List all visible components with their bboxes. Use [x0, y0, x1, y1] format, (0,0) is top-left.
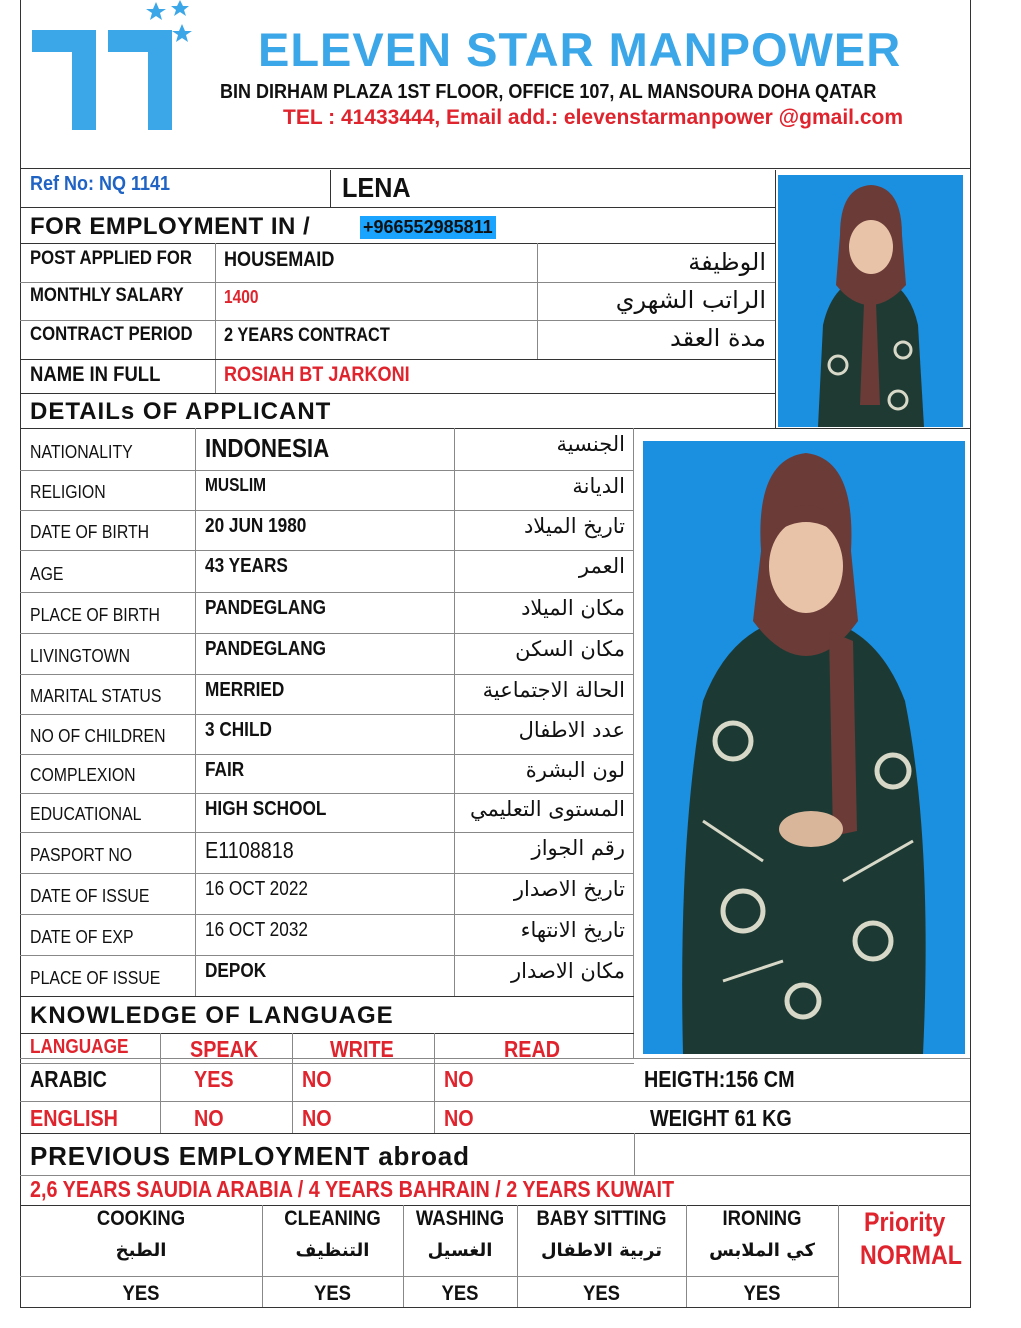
language-header: WRITE	[330, 1036, 394, 1062]
detail-arabic: مكان الاصدار	[511, 959, 625, 983]
company-name: ELEVEN STAR MANPOWER	[258, 23, 902, 76]
detail-arabic: الحالة الاجتماعية	[482, 678, 625, 702]
detail-label: NATIONALITY	[30, 442, 133, 462]
language-write: NO	[302, 1105, 332, 1131]
language-name: ARABIC	[30, 1066, 107, 1092]
employment-phone: +966552985811	[360, 216, 496, 239]
detail-arabic: مكان الميلاد	[521, 596, 625, 620]
full-name-label: NAME IN FULL	[30, 363, 161, 386]
detail-arabic: تاريخ الانتهاء	[520, 918, 625, 942]
job-value: 2 YEARS CONTRACT	[224, 325, 390, 346]
priority-value: NORMAL	[860, 1240, 962, 1270]
detail-value: HIGH SCHOOL	[205, 798, 327, 820]
language-name: ENGLISH	[30, 1105, 118, 1131]
job-value: HOUSEMAID	[224, 248, 335, 271]
detail-label: LIVINGTOWN	[30, 646, 131, 666]
priority-label: Priority	[864, 1207, 946, 1237]
detail-value: 20 JUN 1980	[205, 515, 307, 537]
skill-name: COOKING	[96, 1207, 186, 1230]
detail-value: 3 CHILD	[205, 719, 272, 741]
job-arabic: الوظيفة	[688, 248, 766, 276]
detail-arabic: رقم الجواز	[531, 836, 625, 860]
skill-value: YES	[743, 1282, 781, 1305]
job-arabic: الراتب الشهري	[615, 286, 766, 314]
skill-arabic: تربية الاطفال	[540, 1240, 663, 1261]
skill-value: YES	[583, 1282, 620, 1305]
skill-arabic: كي الملابس	[709, 1240, 815, 1261]
detail-label: MARITAL STATUS	[30, 686, 162, 706]
language-header: LANGUAGE	[30, 1036, 129, 1058]
detail-label: DATE OF BIRTH	[30, 522, 150, 542]
detail-label: NO OF CHILDREN	[30, 726, 166, 746]
skill-arabic: التنظيف	[295, 1240, 370, 1261]
applicant-photo-large	[643, 441, 965, 1054]
language-read: NO	[444, 1105, 474, 1131]
detail-value: DEPOK	[205, 960, 267, 982]
detail-value: PANDEGLANG	[205, 597, 327, 619]
detail-value: FAIR	[205, 759, 245, 781]
detail-arabic: المستوى التعليمي	[469, 797, 625, 821]
detail-arabic: تاريخ الميلاد	[523, 514, 625, 538]
skill-value: YES	[122, 1282, 160, 1305]
language-speak: YES	[194, 1066, 234, 1092]
detail-label: DATE OF EXP	[30, 927, 134, 947]
skill-value: YES	[441, 1282, 479, 1305]
language-read: NO	[444, 1066, 474, 1092]
applicant-photo-small	[778, 175, 963, 427]
detail-arabic: تاريخ الاصدار	[513, 877, 625, 901]
detail-arabic: الجنسية	[556, 432, 625, 456]
detail-label: DATE OF ISSUE	[30, 886, 150, 906]
previous-employment-title: PREVIOUS EMPLOYMENT abroad	[30, 1141, 470, 1171]
detail-arabic: عدد الاطفال	[518, 718, 625, 742]
job-value: 1400	[224, 287, 259, 307]
company-contact: TEL : 41433444, Email add.: elevenstarmanpower @gmail.com	[283, 106, 904, 129]
skill-name: IRONING	[722, 1207, 802, 1230]
job-label: POST APPLIED FOR	[30, 248, 192, 269]
language-header: SPEAK	[190, 1036, 259, 1062]
detail-value: 43 YEARS	[205, 555, 288, 577]
skill-name: CLEANING	[284, 1207, 381, 1230]
detail-arabic: العمر	[578, 554, 625, 578]
job-arabic: مدة العقد	[670, 324, 766, 352]
language-title: KNOWLEDGE OF LANGUAGE	[30, 1002, 394, 1029]
language-write: NO	[302, 1066, 332, 1092]
height-value: HEIGTH:156 CM	[644, 1066, 795, 1092]
detail-arabic: لون البشرة	[525, 758, 625, 782]
detail-value: 16 OCT 2022	[205, 878, 308, 900]
full-name-value: ROSIAH BT JARKONI	[224, 363, 410, 386]
detail-value: PANDEGLANG	[205, 638, 327, 660]
employment-label: FOR EMPLOYMENT IN /	[30, 213, 311, 240]
job-label: CONTRACT PERIOD	[30, 324, 193, 345]
detail-label: AGE	[30, 564, 64, 584]
detail-label: EDUCATIONAL	[30, 804, 142, 824]
detail-label: PLACE OF ISSUE	[30, 968, 161, 988]
detail-value: MERRIED	[205, 679, 285, 701]
language-speak: NO	[194, 1105, 224, 1131]
detail-label: PLACE OF BIRTH	[30, 605, 160, 625]
skill-name: BABY SITTING	[536, 1207, 667, 1230]
detail-arabic: الديانة	[572, 474, 625, 498]
skill-name: WASHING	[415, 1207, 505, 1230]
detail-arabic: مكان السكن	[515, 637, 625, 661]
company-logo	[28, 0, 198, 150]
detail-value: INDONESIA	[205, 433, 330, 463]
detail-label: COMPLEXION	[30, 765, 136, 785]
company-address: BIN DIRHAM PLAZA 1ST FLOOR, OFFICE 107, AL MANSOURA DOHA QATAR	[220, 81, 877, 103]
detail-value: E1108818	[205, 837, 294, 863]
detail-value: 16 OCT 2032	[205, 919, 308, 941]
detail-label: PASPORT NO	[30, 845, 133, 865]
detail-label: RELIGION	[30, 482, 106, 502]
language-header: READ	[504, 1036, 561, 1062]
ref-number: Ref No: NQ 1141	[30, 173, 171, 195]
previous-employment-value: 2,6 YEARS SAUDIA ARABIA / 4 YEARS BAHRAIN / 2 YEARS KUWAIT	[30, 1176, 675, 1202]
detail-value: MUSLIM	[205, 475, 267, 495]
job-label: MONTHLY SALARY	[30, 285, 184, 306]
details-title: DETAILs OF APPLICANT	[30, 398, 332, 425]
skill-value: YES	[314, 1282, 351, 1305]
weight-value: WEIGHT 61 KG	[650, 1105, 792, 1131]
skill-arabic: الطبخ	[115, 1240, 167, 1261]
applicant-short-name: LENA	[342, 172, 411, 203]
skill-arabic: الغسيل	[427, 1240, 493, 1261]
